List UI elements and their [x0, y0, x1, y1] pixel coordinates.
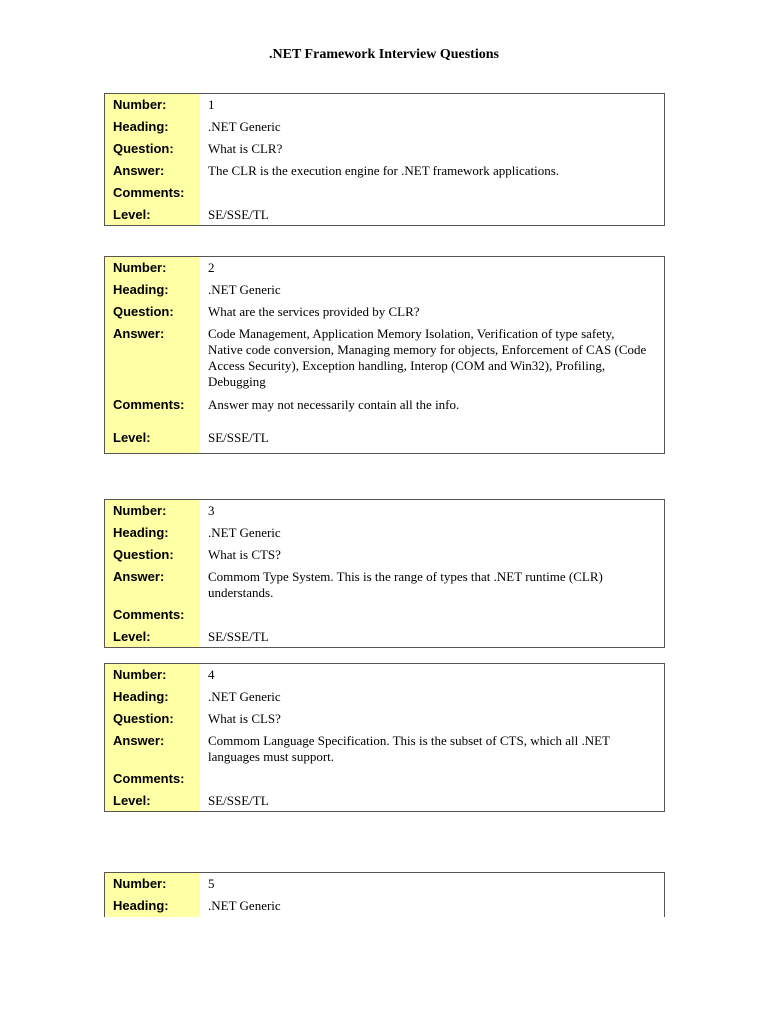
level-row [105, 427, 664, 449]
comments-value: Answer may not necessarily contain all the info. [208, 397, 460, 412]
comments-row [105, 604, 664, 626]
comments-label: Comments: [113, 771, 185, 786]
level-row [105, 790, 664, 812]
question-value: What is CLS? [208, 711, 281, 726]
answer-value: Commom Type System. This is the range of types that .NET runtime (CLR) understands. [208, 569, 603, 600]
number-value: 2 [208, 260, 215, 275]
question-value: What is CTS? [208, 547, 281, 562]
number-label: Number: [113, 260, 167, 275]
number-label: Number: [113, 97, 167, 112]
heading-row [105, 279, 664, 301]
heading-row [105, 116, 664, 138]
number-row [105, 500, 664, 522]
comments-row [105, 768, 664, 790]
question-label: Question: [113, 304, 174, 319]
heading-value: .NET Generic [208, 689, 281, 704]
heading-value: .NET Generic [208, 525, 281, 540]
level-label: Level: [113, 430, 151, 445]
comments-row [105, 394, 664, 427]
comments-value [200, 768, 664, 771]
answer-row [105, 730, 664, 768]
heading-row [105, 522, 664, 544]
heading-label: Heading: [113, 119, 169, 134]
level-label: Level: [113, 629, 151, 644]
comments-label: Comments: [113, 607, 185, 622]
question-value: What is CLR? [208, 141, 283, 156]
question-card-2 [104, 256, 665, 454]
question-card-5 [104, 872, 665, 917]
heading-label: Heading: [113, 282, 169, 297]
answer-label: Answer: [113, 163, 165, 178]
heading-value: .NET Generic [208, 898, 281, 913]
level-row [105, 626, 664, 648]
question-card-3 [104, 499, 665, 648]
number-row [105, 873, 664, 895]
number-value: 1 [208, 97, 215, 112]
number-row [105, 94, 664, 116]
number-row [105, 664, 664, 686]
number-row [105, 257, 664, 279]
level-value: SE/SSE/TL [208, 629, 269, 644]
heading-label: Heading: [113, 689, 169, 704]
heading-label: Heading: [113, 525, 169, 540]
comments-row [105, 182, 664, 204]
question-label: Question: [113, 547, 174, 562]
answer-value: Commom Language Specification. This is the subset of CTS, which all .NET languages must support. [208, 733, 610, 764]
level-label: Level: [113, 207, 151, 222]
question-row [105, 301, 664, 323]
answer-label: Answer: [113, 569, 165, 584]
heading-row [105, 895, 664, 917]
number-value: 5 [208, 876, 215, 891]
level-value: SE/SSE/TL [208, 793, 269, 808]
page-title: .NET Framework Interview Questions [269, 47, 499, 62]
comments-label: Comments: [113, 185, 185, 200]
answer-value: Code Management, Application Memory Isolation, Verification of type safety, Native code conversion, Managing memory for objects, Enforcement of CAS (Code Access Security), Exception handling, Interop (COM and Win32), Profiling, Debugging [208, 326, 647, 389]
question-row [105, 138, 664, 160]
comments-value [200, 604, 664, 607]
heading-value: .NET Generic [208, 119, 281, 134]
comments-label: Comments: [113, 397, 185, 412]
level-value: SE/SSE/TL [208, 207, 269, 222]
question-label: Question: [113, 711, 174, 726]
answer-label: Answer: [113, 326, 165, 341]
heading-value: .NET Generic [208, 282, 281, 297]
answer-label: Answer: [113, 733, 165, 748]
number-label: Number: [113, 503, 167, 518]
question-value: What are the services provided by CLR? [208, 304, 420, 319]
level-row [105, 204, 664, 226]
question-row [105, 708, 664, 730]
number-label: Number: [113, 876, 167, 891]
number-value: 3 [208, 503, 215, 518]
number-value: 4 [208, 667, 215, 682]
level-label: Level: [113, 793, 151, 808]
number-label: Number: [113, 667, 167, 682]
answer-row [105, 323, 664, 394]
question-card-4 [104, 663, 665, 812]
question-label: Question: [113, 141, 174, 156]
question-row [105, 544, 664, 566]
question-card-1 [104, 93, 665, 226]
heading-label: Heading: [113, 898, 169, 913]
heading-row [105, 686, 664, 708]
answer-row [105, 566, 664, 604]
answer-row [105, 160, 664, 182]
level-value: SE/SSE/TL [208, 430, 269, 445]
comments-value [200, 182, 664, 185]
answer-value: The CLR is the execution engine for .NET framework applications. [208, 163, 560, 178]
